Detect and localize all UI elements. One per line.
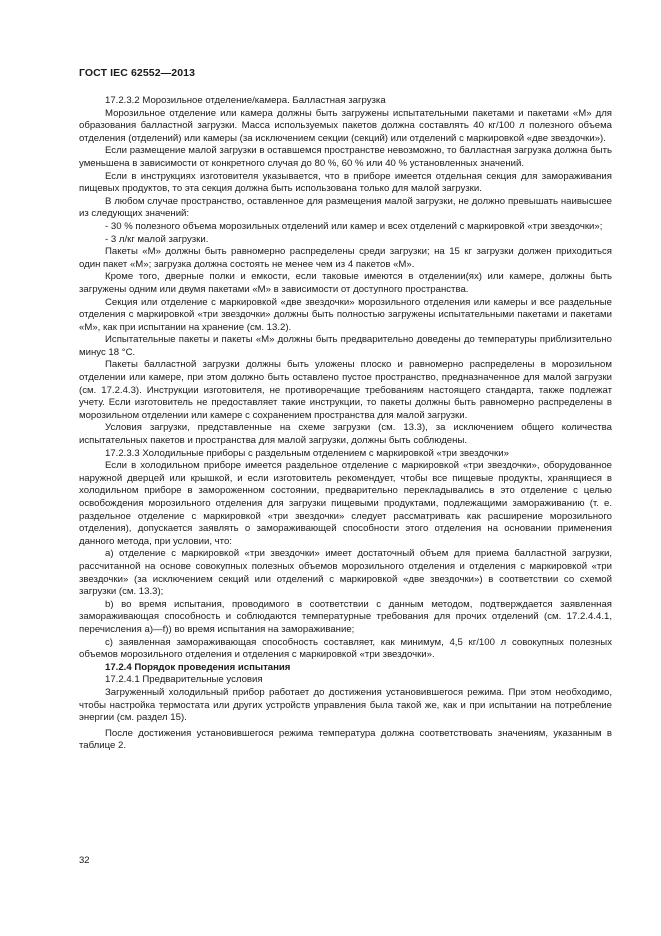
paragraph: Если размещение малой загрузки в оставшемся пространстве невозможно, то балластная загрузка должна быть уменьшена в зависимости от конкретного случая до 80 %, 60 % или 40 % установленных значений. <box>79 145 612 169</box>
paragraph: Если в холодильном приборе имеется раздельное отделение с маркировкой «три звездочки», оборудованное наружной дверцей или крышкой, и если изготовитель рекомендует, чтобы все пищевые продукты, хранящиеся в холодильном приборе в замороженном состоянии, предварительно перекладывались в это отделение с целью освобождения морозильного отделения для загрузки пищевыми продуктами, подлежащими замораживанию (т. е. раздельное отделение с маркировкой «три звездочки» следует рассматривать как расширение морозильного отделения), допускается заявлять о замораживающей способности этого отделения на основании применения данного метода, при условии, что: <box>79 460 612 547</box>
document-body <box>79 95 612 753</box>
paragraph: После достижения установившегося режима температура должна соответствовать значениям, указанным в таблице 2. <box>79 727 612 752</box>
paragraph: Загруженный холодильный прибор работает до достижения установившегося режима. При этом необходимо, чтобы настройка термостата или других устройств управления была такой же, как и при испытании на потребление энергии (см. раздел 15). <box>79 686 612 724</box>
document-header: ГОСТ IEC 62552—2013 <box>79 67 196 79</box>
paragraph: Морозильное отделение или камера должны быть загружены испытательными пакетами и пакетами «М» для образования балластной загрузки. Масса используемых пакетов должна составлять 40 кг/100 л полезного объема отделения (отделений) или камеры (за исключением секции (секций) или отделений с маркировкой «две звездочки»). <box>79 107 612 144</box>
list-item-a: а) отделение с маркировкой «три звездочки» имеет достаточный объем для приема балластной загрузки, рассчитанной на основе совокупных полезных объемов морозильного отделения и отделения с маркировкой «три звездочки» (за исключением секций или отделений с маркировкой «две звездочки») в соответствии со схемой загрузки (см. 13.3); <box>79 548 612 598</box>
paragraph: Кроме того, дверные полки и емкости, если таковые имеются в отделении(ях) или камере, должны быть загружены одним или двумя пакетами «М» в зависимости от доступного пространства. <box>79 271 612 295</box>
page-number: 32 <box>79 855 90 866</box>
list-item: - 30 % полезного объема морозильных отделений или камер и всех отделений с маркировкой «три звездочки»; <box>105 220 603 232</box>
paragraph: Условия загрузки, представленные на схеме загрузки (см. 13.3), за исключением общего количества испытательных пакетов и пространства для малой загрузки, должны быть соблюдены. <box>79 422 612 447</box>
clause-17-2-3-3-title: 17.2.3.3 Холодильные приборы с раздельным отделением с маркировкой «три звездочки» <box>105 447 509 459</box>
clause-17-2-4-1-title: 17.2.4.1 Предварительные условия <box>105 674 263 686</box>
list-item-b: b) во время испытания, проводимого в соответствии с данным методом, подтверждается заявленная замораживающая способность и соблюдаются температурные требования для прочих отделений (см. 17.2.4.4.1, перечисления а)—f)) во время испытания на замораживание; <box>79 598 612 635</box>
paragraph: Пакеты «М» должны быть равномерно распределены среди загрузки; на 15 кг загрузки должен приходиться один пакет «М»; загрузка должна состоять не менее чем из 4 пакетов «М». <box>79 246 612 270</box>
paragraph: Пакеты балластной загрузки должны быть уложены плоско и равномерно распределены в морозильном отделении или камере, при этом должно быть оставлено пустое пространство, предназначенное для малой загрузки (см. 17.2.4.3). Инструкции изготовителя, не противоречащие требованиям настоящего стандарта, также подлежат учету. Если изготовитель не предоставляет такие инструкции, то пакеты должны быть равномерно распределены в морозильном отделении или камере с сохранением пространства для малой загрузки. <box>79 359 612 421</box>
clause-17-2-3-2-title: 17.2.3.2 Морозильное отделение/камера. Балластная загрузка <box>105 95 386 106</box>
list-item-c: с) заявленная замораживающая способность составляет, как минимум, 4,5 кг/100 л совокупных полезных объемов морозильного отделения и отделения с маркировкой «три звездочки». <box>79 636 612 661</box>
clause-17-2-4-title: 17.2.4 Порядок проведения испытания <box>105 661 291 673</box>
paragraph: Испытательные пакеты и пакеты «М» должны быть предварительно доведены до температуры приблизительно минус 18 °С. <box>79 334 612 358</box>
list-item: - 3 л/кг малой загрузки. <box>105 233 209 245</box>
paragraph: Если в инструкциях изготовителя указывается, что в приборе имеется отдельная секция для замораживания пищевых продуктов, то эта секция должна быть использована только для малой загрузки. <box>79 170 612 195</box>
paragraph: В любом случае пространство, оставленное для размещения малой загрузки, не должно превышать наивысшее из следующих значений: <box>79 195 612 220</box>
paragraph: Секция или отделение с маркировкой «две звездочки» морозильного отделения или камеры и все раздельные отделения с маркировкой «три звездочки» должны быть полностью загружены испытательными пакетами и пакетами «М», как при испытании на хранение (см. 13.2). <box>79 296 612 333</box>
